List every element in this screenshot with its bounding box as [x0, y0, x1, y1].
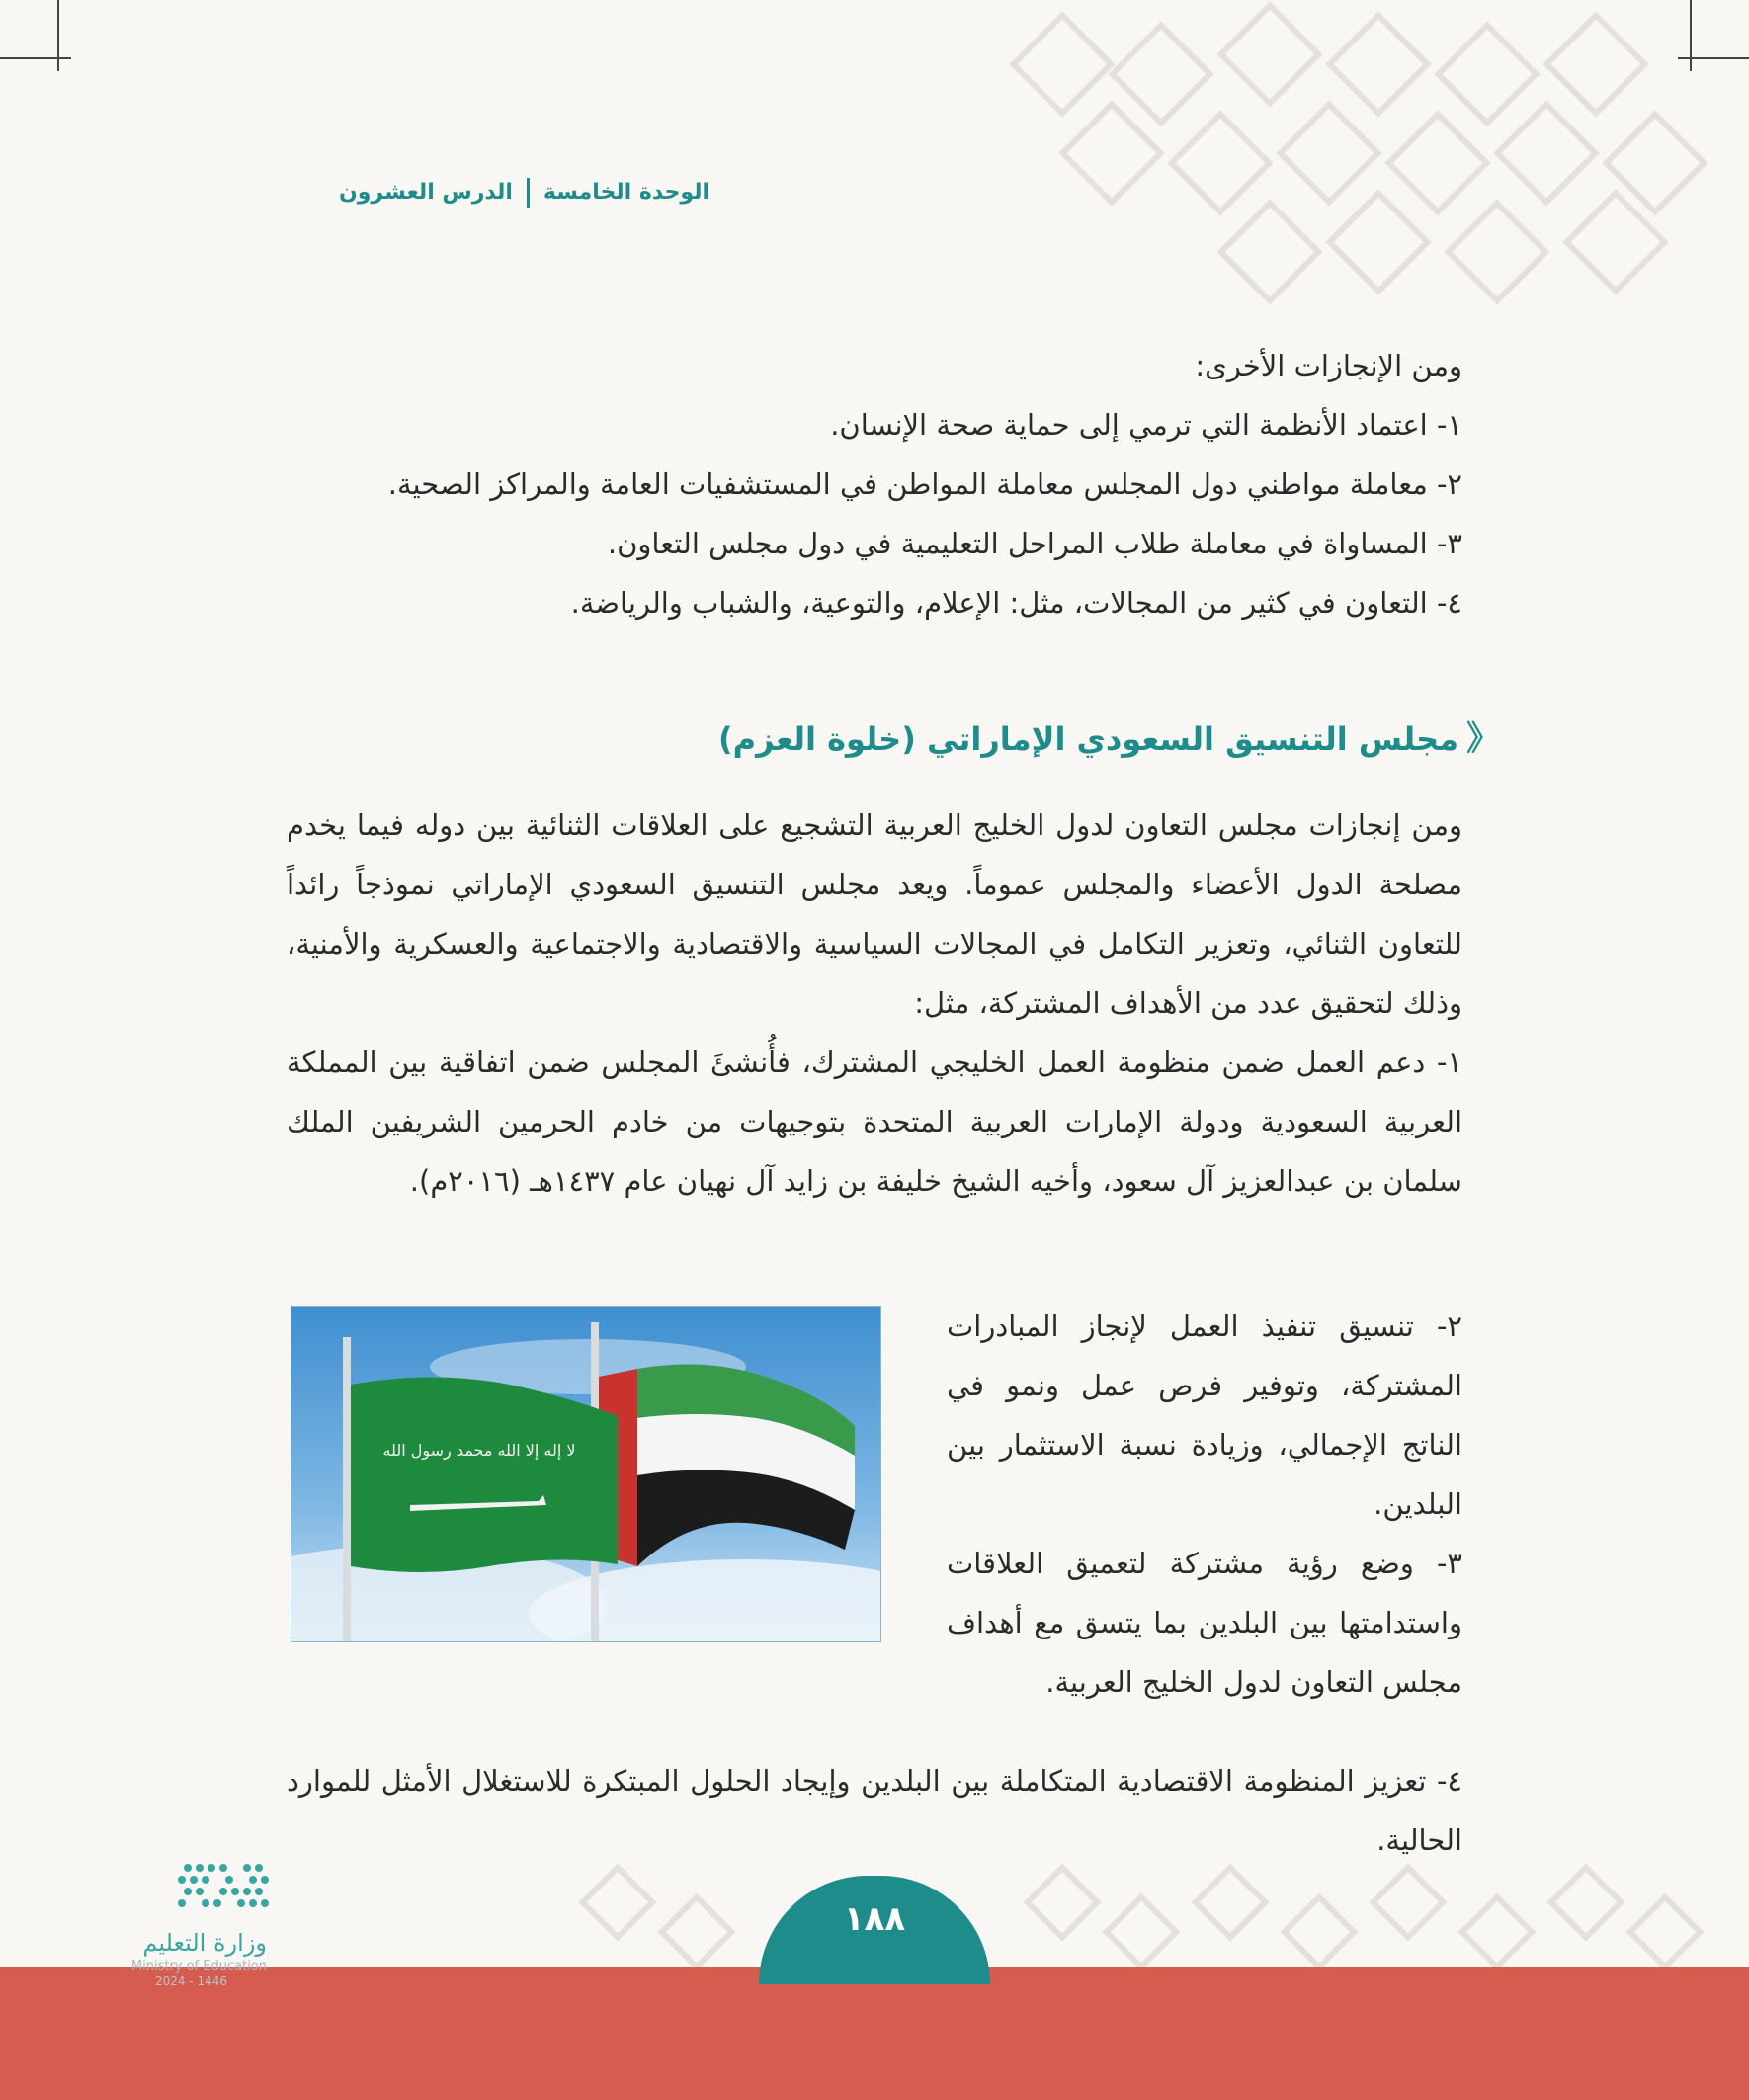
flag-script: لا إله إلا الله محمد رسول الله — [382, 1441, 576, 1460]
header-separator — [527, 178, 530, 208]
section-body — [287, 796, 1462, 1211]
section-title-text: مجلس التنسيق السعودي الإماراتي (خلوة العزم) — [717, 720, 1458, 758]
crop-mark — [1690, 0, 1692, 71]
ministry-name-ar: وزارة التعليم — [142, 1929, 267, 1957]
footer-bar — [0, 1967, 1749, 2100]
ministry-name-en: Ministry of Education — [130, 1959, 267, 1974]
section-title — [692, 712, 1500, 760]
section-body-end — [287, 1751, 1462, 1870]
section-point-3: ٣- وضع رؤية مشتركة لتعميق العلاقات واستدامتها بين البلدين بما يتسق مع أهداف مجلس التعاون لدول الخليج العربية. — [947, 1547, 1462, 1699]
achievement-item-2: ٢- معاملة مواطني دول المجلس معاملة المواطن في المستشفيات العامة والمراكز الصحية. — [387, 467, 1462, 501]
flags-photo — [291, 1306, 881, 1642]
achievements-intro: ومن الإنجازات الأخرى: — [1195, 349, 1462, 382]
running-header — [287, 178, 709, 208]
achievement-item-4: ٤- التعاون في كثير من المجالات، مثل: الإعلام، والتوعية، والشباب والرياضة. — [570, 586, 1462, 620]
crop-mark — [0, 57, 71, 59]
achievement-item-1: ١- اعتماد الأنظمة التي ترمي إلى حماية صحة الإنسان. — [830, 408, 1462, 442]
double-chevron-icon: 《 — [1466, 719, 1500, 759]
section-point-1: ١- دعم العمل ضمن منظومة العمل الخليجي المشترك، فأُنشئَ المجلس ضمن اتفاقية بين المملكة العربية السعودية ودولة الإمارات العربية المتحدة بتوجيهات من خادم الحرمين الشريفين الملك سلمان بن عبدالعزيز آل سعود، وأخيه الشيخ خليفة بن زايد آل نهيان عام ١٤٣٧هـ (٢٠١٦م). — [287, 1046, 1462, 1198]
edition-label: 2024 - 1446 — [154, 1974, 227, 1988]
section-point-4: ٤- تعزيز المنظومة الاقتصادية المتكاملة بين البلدين وإيجاد الحلول المبتكرة للاستغلال الأمثل للموارد الحالية. — [287, 1764, 1462, 1857]
unit-label: الوحدة الخامسة — [542, 180, 709, 205]
section-paragraph: ومن إنجازات مجلس التعاون لدول الخليج العربية التشجيع على العلاقات الثنائية بين دوله فيما يخدم مصلحة الدول الأعضاء والمجلس عموماً. ويعد مجلس التنسيق السعودي الإماراتي نموذجاً رائداً للتعاون الثنائي، وتعزير التكامل في المجالات السياسية والاقتصادية والاجتماعية والعسكرية والأمنية، وذلك لتحقيق عدد من الأهداف المشتركة، مثل: — [287, 808, 1462, 1020]
section-point-2: ٢- تنسيق تنفيذ العمل لإنجاز المبادرات المشتركة، وتوفير فرص عمل ونمو في الناتج الإجمالي، وزيادة نسبة الاستثمار بين البلدين. — [947, 1309, 1462, 1521]
achievement-item-3: ٣- المساواة في معاملة طلاب المراحل التعليمية في دول مجلس التعاون. — [607, 527, 1462, 560]
crop-mark — [57, 0, 59, 71]
flags-illustration — [292, 1307, 881, 1642]
achievements-block — [287, 336, 1462, 632]
lesson-label: الدرس العشرون — [338, 180, 513, 205]
page-number: ١٨٨ — [843, 1899, 906, 1939]
crop-mark — [1678, 57, 1749, 59]
side-points — [947, 1297, 1462, 1712]
